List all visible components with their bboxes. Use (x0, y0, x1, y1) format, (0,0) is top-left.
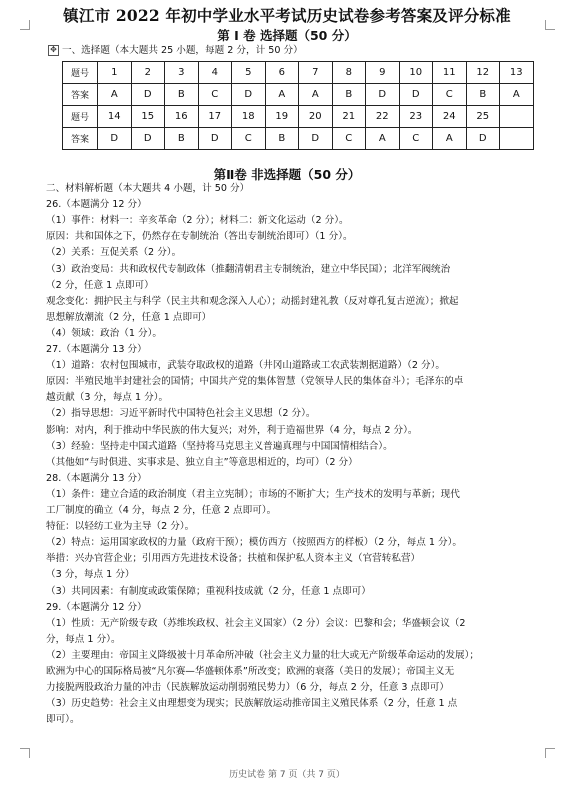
question-number-cell: 19 (265, 106, 299, 128)
answer-text-line: 29.（本题满分 12 分） (46, 601, 147, 613)
crop-mark (545, 748, 555, 758)
answer-text-line: 28.（本题满分 13 分） (46, 472, 147, 484)
answer-text-line: （3 分，每点 1 分） (46, 569, 135, 581)
answer-cell: D (399, 84, 433, 106)
question-number-cell: 16 (165, 106, 199, 128)
row-label-answer: 答案 (63, 128, 98, 150)
question-number-cell: 5 (232, 62, 266, 84)
answer-cell: C (232, 128, 266, 150)
row-label-question: 题号 (63, 106, 98, 128)
answer-text-line: 原因：半殖民地半封建社会的国情；中国共产党的集体智慧（党领导人民的集体奋斗）；毛泽东的卓 (46, 376, 464, 388)
answer-cell: A (98, 84, 132, 106)
answer-cell: C (332, 128, 366, 150)
answer-cell: D (232, 84, 266, 106)
question-number-cell: 9 (366, 62, 400, 84)
answer-cell: D (299, 128, 333, 150)
question-number-cell: 3 (165, 62, 199, 84)
row-label-question: 题号 (63, 62, 98, 84)
answer-text-line: （2）特点：运用国家政权的力量（政府干预）；模仿西方（按照西方的样板）（2 分，每点 1 分）。 (46, 537, 462, 549)
question-number-cell: 1 (98, 62, 132, 84)
answer-text-line: 观念变化：拥护民主与科学（民主共和观念深入人心）；动摇封建礼教（反对尊孔复古逆流）；掀起 (46, 295, 459, 307)
answer-text-line: （3）经验：坚持走中国式道路（坚持将马克思主义普遍真理与中国国情相结合）。 (46, 440, 393, 452)
page-footer: 历史试卷 第 7 页（共 7 页） (229, 770, 345, 780)
question-number-cell: 24 (433, 106, 467, 128)
answer-text-line: 力接脱两股政治力量的冲击（民族解放运动削弱殖民势力）（6 分，每点 2 分，任意 3 点即可） (46, 682, 449, 694)
answer-cell: A (500, 84, 534, 106)
question-number-cell: 23 (399, 106, 433, 128)
answer-row (63, 84, 534, 106)
question-number-cell: 7 (299, 62, 333, 84)
answer-cell: A (366, 128, 400, 150)
answer-cell: D (466, 128, 500, 150)
answer-cell: B (165, 84, 199, 106)
answer-text-line: （1）道路：农村包围城市，武装夺取政权的道路（井冈山道路或工农武装割据道路）（2 分）。 (46, 360, 445, 372)
answer-cell: B (466, 84, 500, 106)
answer-text-line: （1）事件：材料一：辛亥革命（2 分）；材料二：新文化运动（2 分）。 (46, 215, 349, 227)
question-number-cell: 8 (332, 62, 366, 84)
answer-cell: D (98, 128, 132, 150)
answer-table (62, 61, 534, 150)
answer-cell: A (299, 84, 333, 106)
answer-text-line: 二、材料解析题（本大题共 4 小题，计 50 分） (46, 183, 250, 194)
row-label-answer: 答案 (63, 84, 98, 106)
answer-text-line: 分，每点 1 分）。 (46, 633, 121, 645)
question-number-cell: 2 (131, 62, 165, 84)
answer-text-line: 越贡献（3 分，每点 1 分）。 (46, 392, 169, 404)
question-number-row (63, 106, 534, 128)
answer-text-line: （3）政治变局：共和政权代专制政体（推翻清朝君主专制统治，建立中华民国）；北洋军阀统治 (46, 263, 451, 275)
question-number-cell: 17 (198, 106, 232, 128)
question-number-cell: 15 (131, 106, 165, 128)
answer-text-line: （1）条件：建立合适的政治制度（君主立宪制）；市场的不断扩大；生产技术的发明与革新；现代 (46, 488, 460, 500)
question-number-cell: 10 (399, 62, 433, 84)
answer-cell: D (366, 84, 400, 106)
answer-cell: D (131, 128, 165, 150)
question-number-cell: 22 (366, 106, 400, 128)
answer-text-line: （3）共同因素：有制度或政策保障；重视科技成就（2 分，任意 1 点即可） (46, 585, 371, 597)
answer-text-line: （2 分，任意 1 点即可） (46, 279, 154, 291)
answer-cell: D (198, 128, 232, 150)
answer-cell: C (433, 84, 467, 106)
question-number-cell: 6 (265, 62, 299, 84)
answer-text-line: 工厂制度的确立（4 分，每点 2 分，任意 2 点即可）。 (46, 505, 277, 516)
answer-cell: B (332, 84, 366, 106)
answer-cell: B (265, 128, 299, 150)
answer-row (63, 128, 534, 150)
question-number-cell (500, 106, 534, 128)
answer-text-line: 思想解放潮流（2 分，任意 1 点即可） (46, 311, 212, 323)
answer-text-line: 特征：以轻纺工业为主导（2 分）。 (46, 521, 195, 533)
answer-text-line: （3）历史趋势：社会主义由理想变为现实；民族解放运动推帝国主义殖民体系（2 分，任意 1 点 (46, 698, 458, 710)
answer-cell: A (265, 84, 299, 106)
answer-text-line: （2）关系：互促关系（2 分）。 (46, 247, 182, 259)
question-number-cell: 18 (232, 106, 266, 128)
answer-text-line: （2）主要理由：帝国主义降级被十月革命所冲破（社会主义力量的壮大或无产阶级革命运动的发展）； (46, 649, 480, 661)
answer-text-line: （2）指导思想：习近平新时代中国特色社会主义思想（2 分）。 (46, 408, 316, 420)
answer-cell: C (399, 128, 433, 150)
answer-text-line: 即可）。 (46, 714, 80, 726)
question-number-cell: 11 (433, 62, 467, 84)
answer-cell (500, 128, 534, 150)
answer-text-line: 影响：对内，利于推动中华民族的伟大复兴；对外，利于造福世界（4 分，每点 2 分）。 (46, 424, 418, 436)
page-title: 镇江市 2022 年初中学业水平考试历史试卷参考答案及评分标准 (63, 6, 511, 25)
answer-text-line: 欧洲为中心的国际格局被“凡尔赛—华盛顿体系”所改变；欧洲的衰落（美日的发展）；帝国主义无 (46, 666, 455, 677)
answer-text-line: 26.（本题满分 12 分） (46, 199, 147, 211)
question-number-cell: 21 (332, 106, 366, 128)
question-number-cell: 20 (299, 106, 333, 128)
question-number-cell: 12 (466, 62, 500, 84)
answer-text-line: 原因：共和国体之下，仍然存在专制统治（答出专制统治即可）（1 分）。 (46, 231, 353, 243)
question-number-cell: 25 (466, 106, 500, 128)
part1-heading: 第 Ⅰ 卷 选择题（50 分） (217, 28, 357, 43)
answer-text-line: （其他如“与时俱进、实事求是、独立自主”等意思相近的，均可）（2 分） (46, 456, 358, 468)
answer-cell: A (433, 128, 467, 150)
answer-text-line: （4）领域：政治（1 分）。 (46, 327, 162, 339)
answer-cell: C (198, 84, 232, 106)
part2-heading: 第Ⅱ卷 非选择题（50 分） (213, 167, 361, 182)
part1-intro: 一、选择题（本大题共 25 小题，每题 2 分，计 50 分） (62, 45, 303, 56)
crop-mark (20, 748, 30, 758)
question-number-cell: 14 (98, 106, 132, 128)
answer-cell: B (165, 128, 199, 150)
answer-text-line: 举措：兴办官营企业；引用西方先进技术设备；扶植和保护私人资本主义（官营转私营） (46, 553, 421, 565)
answer-text-line: （1）性质：无产阶级专政（苏维埃政权、社会主义国家）（2 分）会议：巴黎和会；华盛顿会议（2 (46, 617, 466, 629)
table-move-handle-icon[interactable]: ✥ (48, 45, 59, 56)
question-number-cell: 13 (500, 62, 534, 84)
answer-cell: D (131, 84, 165, 106)
answer-text-line: 27.（本题满分 13 分） (46, 344, 147, 355)
question-number-cell: 4 (198, 62, 232, 84)
question-number-row (63, 62, 534, 84)
